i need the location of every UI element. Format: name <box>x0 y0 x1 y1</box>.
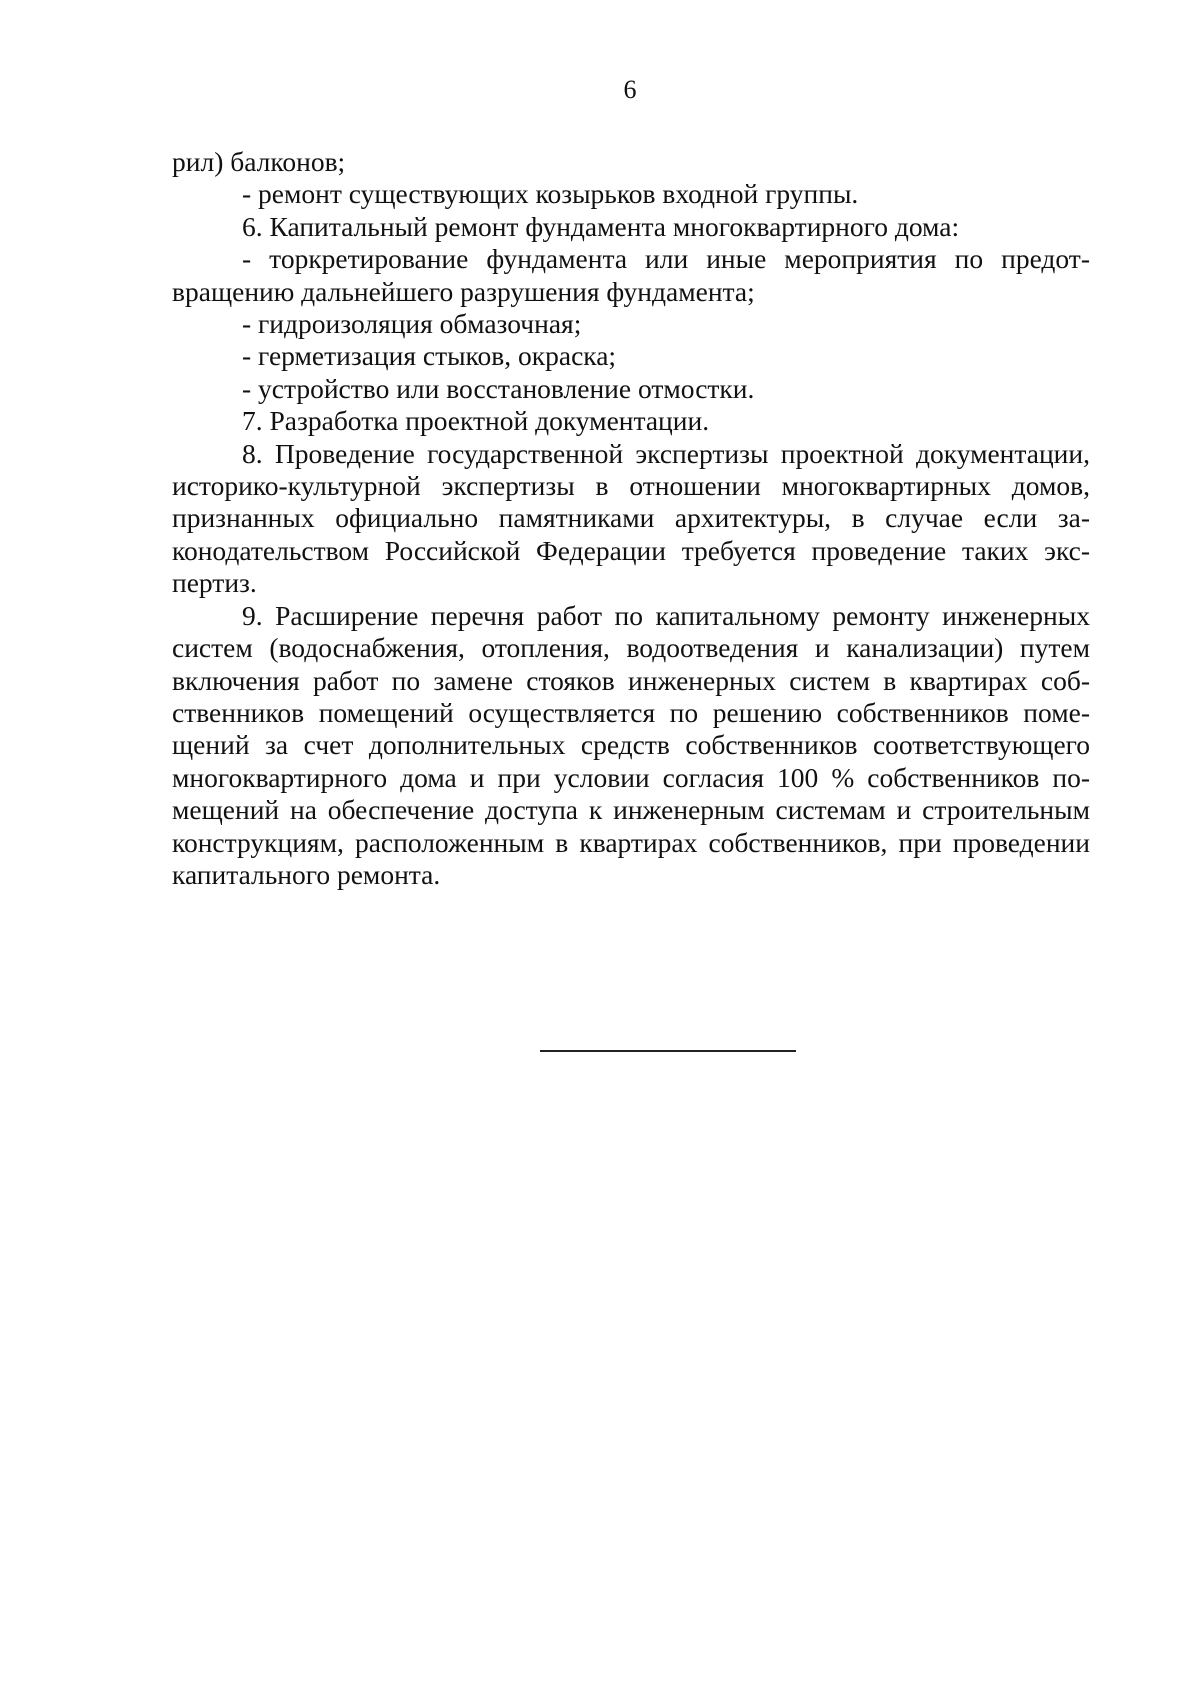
paragraph-continuation: рил) балконов; <box>172 146 346 177</box>
list-item-canopy-repair: - ремонт существующих козырьков входной группы. <box>242 178 859 210</box>
section-project-documentation: 7. Разработка проектной документации. <box>242 405 710 437</box>
document-body <box>172 146 1090 891</box>
section-foundation-repair: 6. Капитальный ремонт фундамента многоквартирного дома: <box>242 210 960 242</box>
list-item-sealing: - герметизация стыков, окраска; <box>242 340 617 372</box>
page-number: 6 <box>623 75 637 104</box>
section-engineering-systems: 9. Расширение перечня работ по капитальному ремонту инженерных систем (водоснабжения, отопления, водоотведения и канализации) путем включения работ по замене стояков инженерных систем в квартирах собственников помещений осуществляется по решению собственников помещений за счет дополнительных средств собственников соответствующего многоквартирного дома и при условии согласия 100 % собственников помещений на обеспечение доступа к инженерным системам и строительным конструкциям, расположенным в квартирах собственников, при проведении капитального ремонта. <box>172 599 1090 890</box>
section-state-expertise: 8. Проведение государственной экспертизы проектной документации, историко-культурной экспертизы в отношении многоквартирных домов, признанных официально памятниками архитектуры, в случае если законодательством Российской Федерации требуется проведение таких экспертиз. <box>172 437 1090 599</box>
list-item-waterproofing: - гидроизоляция обмазочная; <box>242 308 582 340</box>
end-of-document-rule <box>540 1050 796 1052</box>
list-item-shotcrete: - торкретирование фундамента или иные мероприятия по предотвращению дальнейшего разрушения фундамента; <box>172 243 1090 307</box>
list-item-blind-area: - устройство или восстановление отмостки. <box>242 372 755 404</box>
